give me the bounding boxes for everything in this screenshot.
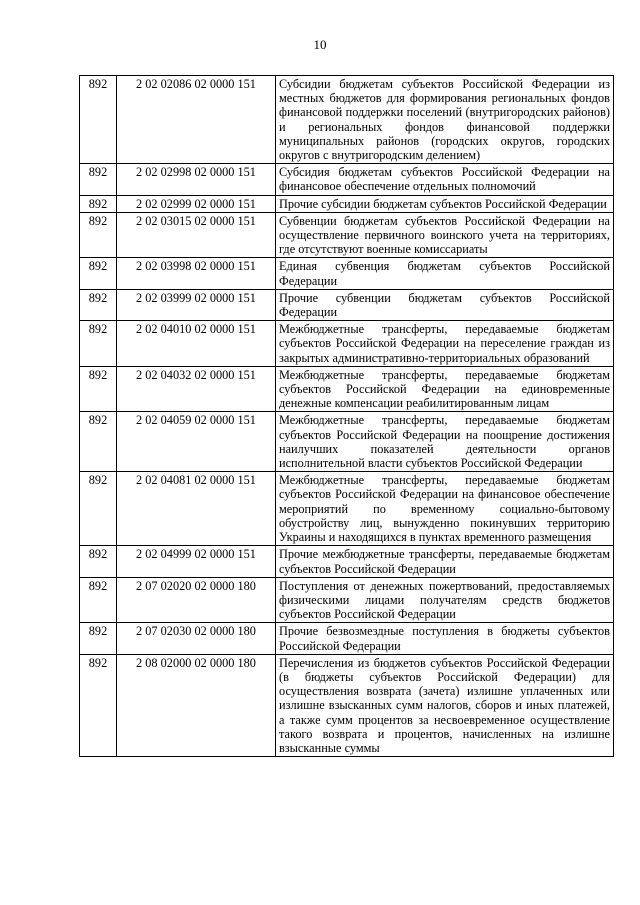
revenue-name-cell: Единая субвенция бюджетам субъектов Российской Федерации [276, 258, 614, 289]
revenue-name-cell: Субвенции бюджетам субъектов Российской Федерации на осуществление первичного воинского учета на территориях, где отсутствуют военные комиссариаты [276, 212, 614, 258]
table-row [80, 546, 614, 577]
table-row [80, 195, 614, 212]
budget-code-cell: 2 02 04999 02 0000 151 [117, 546, 276, 577]
table-row [80, 76, 614, 164]
revenue-name-cell: Прочие безвозмездные поступления в бюджеты субъектов Российской Федерации [276, 623, 614, 654]
budget-codes-table [79, 75, 614, 757]
admin-code-cell: 892 [80, 654, 117, 756]
admin-code-cell: 892 [80, 212, 117, 258]
revenue-name-cell: Поступления от денежных пожертвований, предоставляемых физическими лицами получателям средств бюджетов субъектов Российской Федерации [276, 577, 614, 623]
revenue-name-cell: Прочие субсидии бюджетам субъектов Российской Федерации [276, 195, 614, 212]
admin-code-cell: 892 [80, 258, 117, 289]
budget-code-cell: 2 08 02000 02 0000 180 [117, 654, 276, 756]
admin-code-cell: 892 [80, 412, 117, 472]
budget-code-cell: 2 02 03015 02 0000 151 [117, 212, 276, 258]
revenue-name-cell: Межбюджетные трансферты, передаваемые бюджетам субъектов Российской Федерации на переселение граждан из закрытых административно-территориальных образований [276, 321, 614, 367]
admin-code-cell: 892 [80, 546, 117, 577]
budget-code-cell: 2 02 02086 02 0000 151 [117, 76, 276, 164]
table-row [80, 623, 614, 654]
table-row [80, 258, 614, 289]
revenue-name-cell: Перечисления из бюджетов субъектов Российской Федерации (в бюджеты субъектов Российской Федерации) для осуществления возврата (зачета) излишне уплаченных или излишне взысканных сумм налогов, сборов и иных платежей, а также сумм процентов за несвоевременное осуществление такого возврата и процентов, начисленных на излишне взысканные суммы [276, 654, 614, 756]
budget-code-cell: 2 02 04059 02 0000 151 [117, 412, 276, 472]
table-row [80, 212, 614, 258]
table-row [80, 472, 614, 546]
budget-code-cell: 2 02 02999 02 0000 151 [117, 195, 276, 212]
table-row [80, 654, 614, 756]
admin-code-cell: 892 [80, 195, 117, 212]
budget-code-cell: 2 02 02998 02 0000 151 [117, 164, 276, 195]
page-number: 10 [313, 37, 327, 52]
budget-code-cell: 2 07 02030 02 0000 180 [117, 623, 276, 654]
budget-code-cell: 2 07 02020 02 0000 180 [117, 577, 276, 623]
admin-code-cell: 892 [80, 577, 117, 623]
revenue-name-cell: Субсидии бюджетам субъектов Российской Федерации из местных бюджетов для формирования региональных фондов финансовой поддержки поселений (внутригородских районов) и региональных фондов финансовой поддержки муниципальных районов (городских округов, городских округов с внутригородским делением) [276, 76, 614, 164]
admin-code-cell: 892 [80, 321, 117, 367]
budget-code-cell: 2 02 04032 02 0000 151 [117, 366, 276, 412]
revenue-name-cell: Прочие субвенции бюджетам субъектов Российской Федерации [276, 289, 614, 320]
revenue-name-cell: Межбюджетные трансферты, передаваемые бюджетам субъектов Российской Федерации на единовременные денежные компенсации реабилитированным лицам [276, 366, 614, 412]
budget-code-cell: 2 02 04010 02 0000 151 [117, 321, 276, 367]
revenue-name-cell: Межбюджетные трансферты, передаваемые бюджетам субъектов Российской Федерации на поощрение достижения наилучших показателей деятельности органов исполнительной власти субъектов Российской Федерации [276, 412, 614, 472]
admin-code-cell: 892 [80, 76, 117, 164]
table-row [80, 412, 614, 472]
table-row [80, 577, 614, 623]
budget-code-cell: 2 02 04081 02 0000 151 [117, 472, 276, 546]
table-row [80, 289, 614, 320]
revenue-name-cell: Межбюджетные трансферты, передаваемые бюджетам субъектов Российской Федерации на финансовое обеспечение мероприятий по временному социально-бытовому обустройству лиц, вынужденно покинувших территорию Украины и находящихся в пунктах временного размещения [276, 472, 614, 546]
revenue-name-cell: Прочие межбюджетные трансферты, передаваемые бюджетам субъектов Российской Федерации [276, 546, 614, 577]
admin-code-cell: 892 [80, 366, 117, 412]
table-body [80, 76, 614, 757]
budget-code-cell: 2 02 03999 02 0000 151 [117, 289, 276, 320]
admin-code-cell: 892 [80, 472, 117, 546]
table-row [80, 164, 614, 195]
admin-code-cell: 892 [80, 164, 117, 195]
admin-code-cell: 892 [80, 289, 117, 320]
table-row [80, 366, 614, 412]
table-row [80, 321, 614, 367]
revenue-name-cell: Субсидия бюджетам субъектов Российской Федерации на финансовое обеспечение отдельных полномочий [276, 164, 614, 195]
budget-code-cell: 2 02 03998 02 0000 151 [117, 258, 276, 289]
admin-code-cell: 892 [80, 623, 117, 654]
